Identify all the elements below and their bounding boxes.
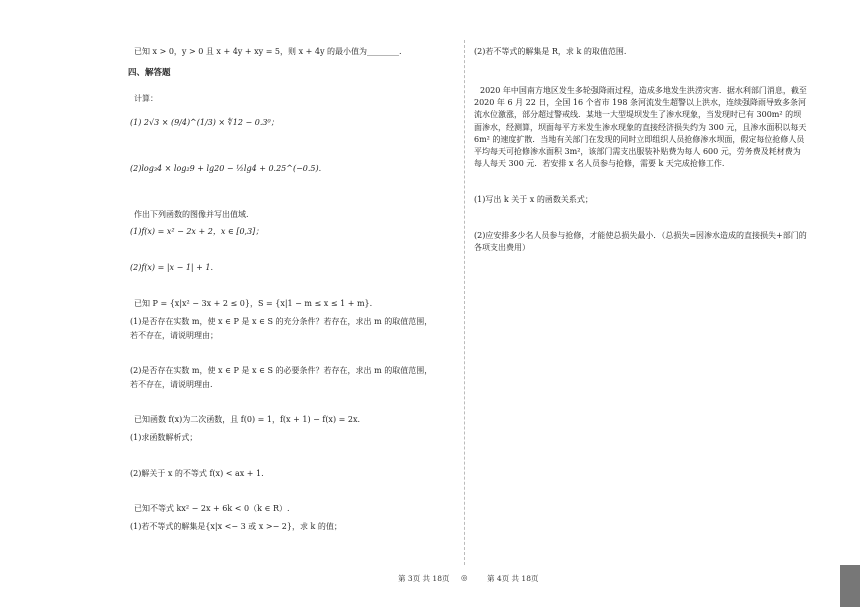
- footer-left-page-number: 第 3页 共 18页: [398, 574, 450, 583]
- footer-center-symbol: ◎: [461, 573, 468, 582]
- footer-right-page-number: 第 4页 共 18页: [487, 574, 539, 583]
- quadratic-intro: 已知函数 f(x)为二次函数，且 f(0) = 1，f(x + 1) − f(x) = 2x.: [134, 415, 361, 424]
- section-title: 四、解答题: [128, 68, 171, 78]
- quadratic-part-1: (1)求函数解析式；: [130, 433, 198, 442]
- inequality-intro: 已知不等式 kx² − 2x + 6k < 0（k ∈ R）.: [134, 504, 290, 513]
- scroll-corner-block: [840, 565, 860, 607]
- calc-part-2: (2)log₃4 × log₂9 + lg20 − ½lg4 + 0.25^(−0.5).: [130, 164, 322, 173]
- inequality-part-1: (1)若不等式的解集是{x|x <− 3 或 x >− 2}，求 k 的值；: [130, 522, 342, 531]
- graph-part-2: (2)f(x) = |x − 1| + 1.: [130, 263, 214, 272]
- set-part-1-line-2: 若不存在，请说明理由；: [130, 331, 218, 340]
- column-divider: [464, 40, 465, 565]
- fill-blank-question: 已知 x > 0，y > 0 且 x + 4y + xy = 5，则 x + 4y 的最小值为________.: [134, 47, 402, 56]
- set-part-2-line-1: (2)是否存在实数 m，使 x ∈ P 是 x ∈ S 的必要条件？若存在，求出 m 的取值范围，: [130, 366, 433, 375]
- calc-part-1: (1) 2√3 × (9/4)^(1/3) × ∜12 − 0.3⁰；: [130, 118, 279, 127]
- set-intro: 已知 P = {x|x² − 3x + 2 ≤ 0}，S = {x|1 − m ≤ x ≤ 1 + m}.: [134, 299, 373, 308]
- set-part-1-line-1: (1)是否存在实数 m，使 x ∈ P 是 x ∈ S 的充分条件？若存在，求出 m 的取值范围，: [130, 317, 433, 326]
- flood-part-1: (1)写出 k 关于 x 的函数关系式；: [474, 195, 593, 204]
- graph-part-1: (1)f(x) = x² − 2x + 2，x ∈ [0,3]；: [130, 227, 264, 236]
- calc-intro: 计算：: [134, 94, 158, 103]
- quadratic-part-2: (2)解关于 x 的不等式 f(x) < ax + 1.: [130, 469, 264, 478]
- graph-intro: 作出下列函数的图像并写出值域.: [134, 210, 249, 219]
- flood-part-2: (2)应安排多少名人员参与抢修，才能使总损失最小．（总损失=因渗水造成的直接损失+部门的各项支出费用）: [474, 231, 807, 253]
- flood-problem-text: 2020 年中国南方地区发生多轮强降雨过程，造成多地发生洪涝灾害．据水利部门消息，截至 2020 年 6 月 22 日，全国 16 个省市 198 条河流发生超警以上洪水，连续强降雨导致多条河流水位激涨，部分超过警戒线．某地一大型堤坝发生了渗水现象，当发现时已有 300m² 的坝面渗水，经测算，坝面每平方米发生渗水现象的直接经济损失约为 300 元，且渗水面积以每天 6m² 的速度扩散．当地有关部门在发现的同时立即组织人员抢修渗水坝面，假定每位抢修人员平均每天可抢修渗水面积 3m²，该部门需支出服装补贴费为每人 600 元，劳务费及耗材费为每人每天 300 元．若安排 x 名人员参与抢修，需要 k 天完成抢修工作.: [474, 86, 807, 169]
- inequality-part-2: (2)若不等式的解集是 R，求 k 的取值范围.: [474, 47, 627, 56]
- set-part-2-line-2: 若不存在，请说明理由.: [130, 380, 213, 389]
